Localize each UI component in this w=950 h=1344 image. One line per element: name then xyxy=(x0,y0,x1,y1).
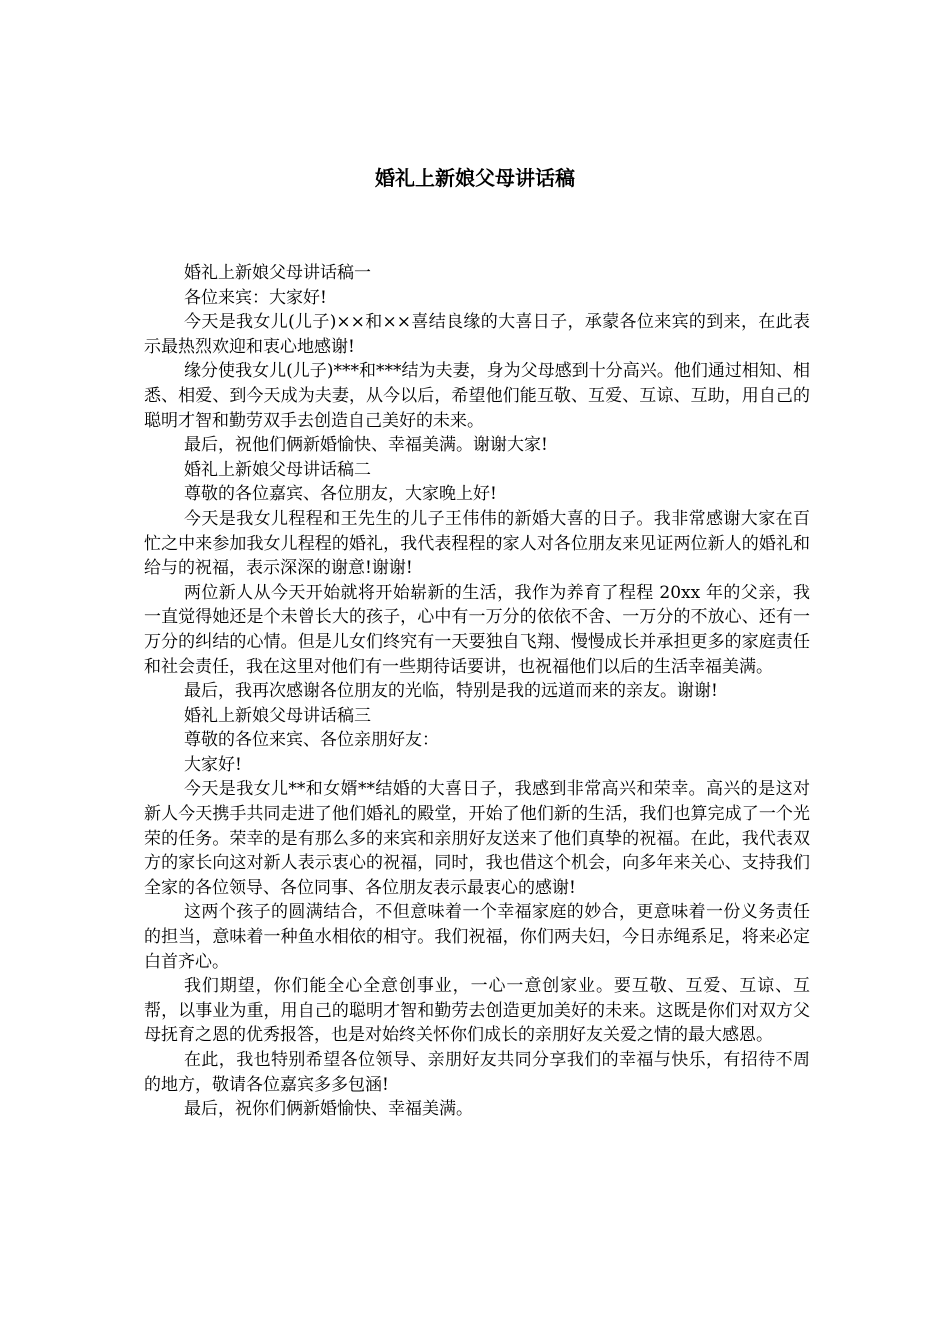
paragraph: 最后，祝你们俩新婚愉快、幸福美满。 xyxy=(184,1099,473,1120)
paragraph: 今天是我女儿程程和王先生的儿子王伟伟的新婚大喜的日子。我非常感谢大家在百忙之中来参加我女儿程程的婚礼，我代表程程的家人对各位朋友来见证两位新人的婚礼和给与的祝福，表示深深的谢意!谢谢! xyxy=(144,508,810,579)
paragraph: 今天是我女儿(儿子)××和××喜结良缘的大喜日子，承蒙各位来宾的到来，在此表示最热烈欢迎和衷心地感谢! xyxy=(144,312,810,357)
paragraph: 尊敬的各位嘉宾、各位朋友，大家晚上好! xyxy=(184,484,497,505)
paragraph: 这两个孩子的圆满结合，不但意味着一个幸福家庭的妙合，更意味着一份义务责任的担当，意味着一种鱼水相依的相守。我们祝福，你们两夫妇，今日赤绳系足，将来必定白首齐心。 xyxy=(144,902,810,972)
section-heading-3: 婚礼上新娘父母讲话稿三 xyxy=(184,705,371,726)
paragraph: 缘分使我女儿(儿子)***和***结为夫妻，身为父母感到十分高兴。他们通过相知、相悉、相爱、到今天成为夫妻，从今以后，希望他们能互敬、互爱、互谅、互助，用自己的聪明才智和勤劳双手去创造自己美好的未来。 xyxy=(144,361,810,431)
document-title: 婚礼上新娘父母讲话稿 xyxy=(375,166,575,190)
paragraph: 大家好! xyxy=(184,754,242,775)
paragraph: 最后，我再次感谢各位朋友的光临，特别是我的远道而来的亲友。谢谢! xyxy=(184,681,718,702)
section-heading-2: 婚礼上新娘父母讲话稿二 xyxy=(184,459,371,480)
paragraph: 各位来宾：大家好! xyxy=(184,287,327,308)
paragraph: 我们期望，你们能全心全意创事业，一心一意创家业。要互敬、互爱、互谅、互帮，以事业为重，用自己的聪明才智和勤劳去创造更加美好的未来。这既是你们对双方父母抚育之恩的优秀报答，也是对始终关怀你们成长的亲朋好友关爱之情的最大感恩。 xyxy=(144,976,810,1046)
paragraph: 最后，祝他们俩新婚愉快、幸福美满。谢谢大家! xyxy=(184,435,548,456)
section-heading-1: 婚礼上新娘父母讲话稿一 xyxy=(184,263,371,283)
paragraph: 两位新人从今天开始就将开始崭新的生活，我作为养育了程程 20xx 年的父亲，我一直觉得她还是个未曾长大的孩子，心中有一万分的依依不舍、一万分的不放心、还有一万分的纠结的心情。但是儿女们终究有一天要独自飞翔、慢慢成长并承担更多的家庭责任和社会责任，我在这里对他们有一些期待话要讲，也祝福他们以后的生活幸福美满。 xyxy=(144,582,810,677)
document-body xyxy=(144,261,810,1122)
paragraph: 今天是我女儿**和女婿**结婚的大喜日子，我感到非常高兴和荣幸。高兴的是这对新人今天携手共同走进了他们婚礼的殿堂，开始了他们新的生活，我们也算完成了一个光荣的任务。荣幸的是有那么多的来宾和亲朋好友送来了他们真挚的祝福。在此，我代表双方的家长向这对新人表示衷心的祝福，同时，我也借这个机会，向多年来关心、支持我们全家的各位领导、各位同事、各位朋友表示最衷心的感谢! xyxy=(144,779,810,898)
paragraph: 尊敬的各位来宾、各位亲朋好友： xyxy=(184,730,439,751)
paragraph: 在此，我也特别希望各位领导、亲朋好友共同分享我们的幸福与快乐，有招待不周的地方，敬请各位嘉宾多多包涵! xyxy=(144,1050,810,1095)
